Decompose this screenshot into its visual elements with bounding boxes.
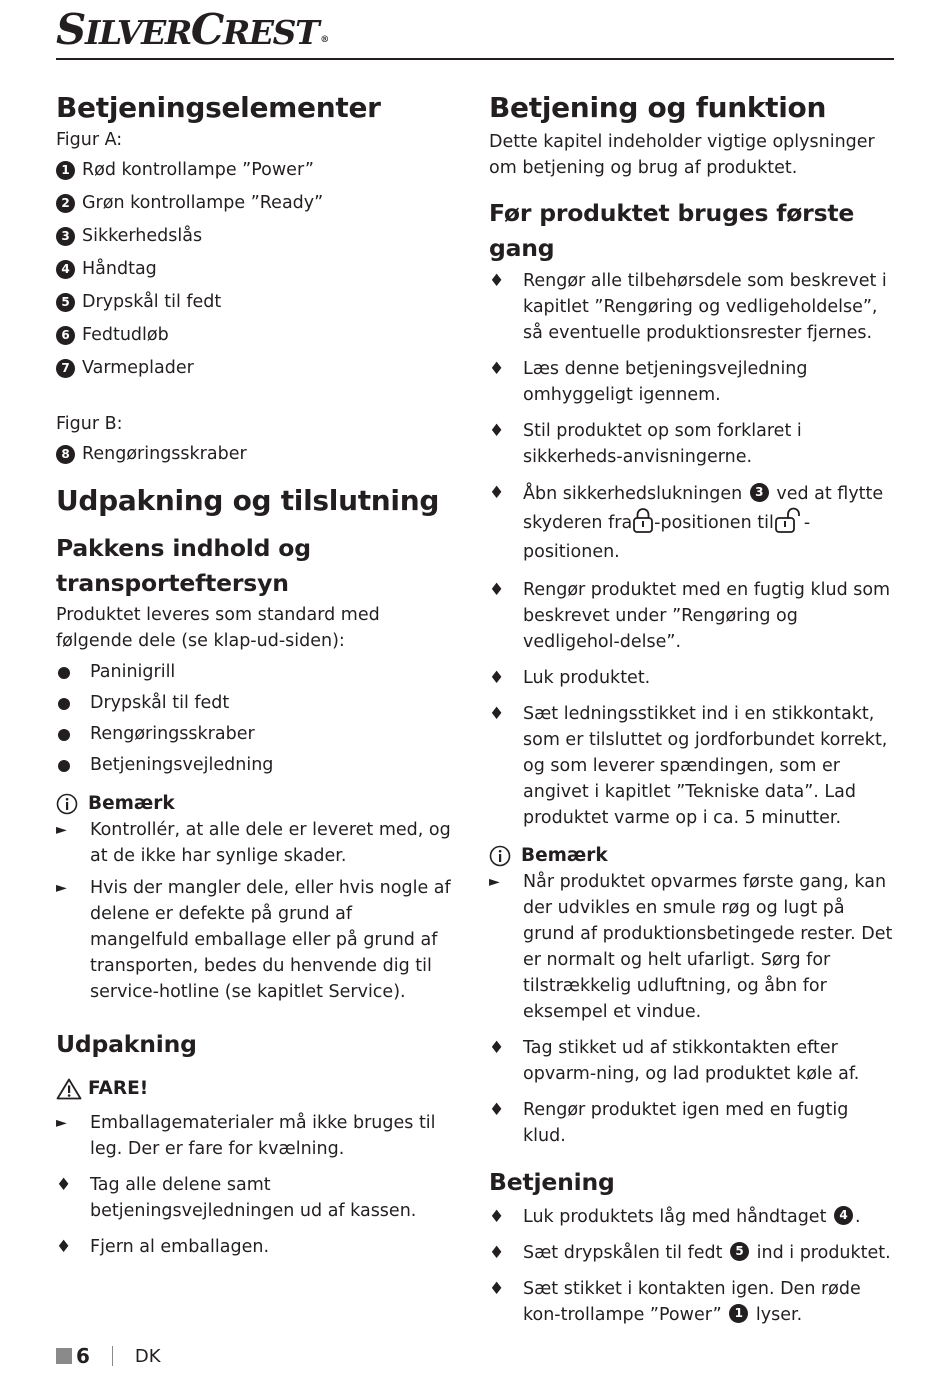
diamond-bullet-icon: ♦	[489, 1207, 505, 1227]
text-fragment: lyser.	[755, 1305, 803, 1325]
list-item	[489, 1097, 894, 1149]
list-item	[489, 869, 894, 1025]
figure-a-list	[56, 154, 454, 385]
subsection-title-before-first-use: Før produktet bruges første gang	[489, 199, 855, 262]
list-item	[56, 750, 454, 781]
figure-a-label: Figur A:	[56, 130, 123, 150]
text-fragment: Sæt drypskålen til fedt	[523, 1243, 723, 1263]
arrow-bullet-icon: ►	[56, 1115, 67, 1131]
first-use-steps	[489, 268, 894, 831]
list-item	[56, 438, 454, 471]
list-item-text: Stil produktet op som forklaret i sikkerheds-anvisningerne.	[523, 421, 802, 467]
subsection-title-operation: Betjening	[489, 1168, 615, 1196]
list-item	[56, 286, 454, 319]
list-item	[489, 665, 894, 691]
number-4-icon: 4	[834, 1206, 853, 1225]
list-item	[56, 154, 454, 187]
right-column	[489, 88, 894, 1328]
number-5-icon: 5	[730, 1242, 749, 1261]
list-item-text: Tag stikket ud af stikkontakten efter opvarm-ning, og lad produktet køle af.	[523, 1038, 860, 1084]
figure-b-list	[56, 438, 454, 471]
list-item-text: Paninigrill	[90, 662, 176, 682]
after-heat-steps	[489, 1035, 894, 1149]
info-icon	[56, 793, 82, 815]
list-item-text: Hvis der mangler dele, eller hvis nogle af delene er defekte på grund af mangelfuld emballage eller på grund af transporten, bedes du henvende dig til service-hotline (se kapitlet Service).	[90, 878, 451, 1002]
list-item	[489, 480, 894, 567]
number-5-icon: 5	[56, 293, 75, 312]
section-title-controls: Betjeningselementer	[56, 91, 381, 124]
text-fragment: ved at flytte skyderen fra	[523, 484, 884, 533]
list-item	[56, 253, 454, 286]
list-item-text	[523, 1276, 894, 1328]
list-item-text: Sikkerhedslås	[82, 226, 203, 246]
bullet-icon	[58, 760, 70, 772]
list-item-text	[523, 1240, 891, 1266]
text-fragment: -positionen til	[654, 513, 774, 533]
number-4-icon: 4	[56, 260, 75, 279]
text-fragment: Luk produktets låg med håndtaget	[523, 1207, 827, 1227]
list-item-text: Varmeplader	[82, 358, 194, 378]
note-title: Bemærk	[88, 793, 175, 814]
number-3-icon: 3	[56, 227, 75, 246]
list-item-text: Fjern al emballagen.	[90, 1237, 270, 1257]
list-item	[56, 187, 454, 220]
diamond-bullet-icon: ♦	[489, 1279, 505, 1299]
number-2-icon: 2	[56, 194, 75, 213]
list-item-text: Drypskål til fedt	[90, 693, 230, 713]
text-fragment: .	[855, 1207, 861, 1227]
diamond-bullet-icon: ♦	[489, 359, 505, 379]
list-item	[56, 352, 454, 385]
diamond-bullet-icon: ♦	[489, 1100, 505, 1120]
unpack-steps	[56, 1172, 454, 1260]
list-item	[56, 220, 454, 253]
diamond-bullet-icon: ♦	[56, 1237, 72, 1257]
figure-b-label: Figur B:	[56, 414, 123, 434]
number-6-icon: 6	[56, 326, 75, 345]
note-list	[56, 817, 454, 1005]
note-heading	[56, 791, 454, 817]
operation-steps	[489, 1204, 894, 1328]
number-8-icon: 8	[56, 445, 75, 464]
list-item	[489, 418, 894, 470]
danger-heading	[56, 1076, 454, 1102]
list-item	[56, 1234, 454, 1260]
list-item	[56, 817, 454, 869]
language-code: DK	[134, 1345, 161, 1367]
note-title: Bemærk	[521, 845, 608, 866]
list-item	[489, 1204, 894, 1230]
list-item	[489, 268, 894, 346]
operation-intro: Dette kapitel indeholder vigtige oplysninger om betjening og brug af produktet.	[489, 132, 875, 178]
contents-intro: Produktet leveres som standard med følgende dele (se klap-ud-siden):	[56, 605, 380, 651]
list-item-text: Når produktet opvarmes første gang, kan der udvikles en smule røg og lugt på grund af produktionsbetingede rester. Det er normalt og helt ufarligt. Sørg for tilstrækkelig udluftning, og åbn for eksempel et vindue.	[523, 872, 893, 1022]
list-item	[489, 701, 894, 831]
arrow-bullet-icon: ►	[489, 874, 500, 890]
bullet-icon	[58, 698, 70, 710]
list-item	[489, 1035, 894, 1087]
page-header	[56, 4, 894, 60]
list-item	[489, 1276, 894, 1328]
lock-closed-icon	[632, 507, 654, 533]
list-item	[489, 356, 894, 408]
list-item-text: Emballagematerialer må ikke bruges til leg. Der er fare for kvælning.	[90, 1113, 436, 1159]
diamond-bullet-icon: ♦	[489, 704, 505, 724]
diamond-bullet-icon: ♦	[489, 421, 505, 441]
subsection-title-unpacking: Udpakning	[56, 1030, 197, 1058]
list-item	[56, 1172, 454, 1224]
list-item	[56, 875, 454, 1005]
number-7-icon: 7	[56, 359, 75, 378]
list-item	[489, 1240, 894, 1266]
list-item-text: Kontrollér, at alle dele er leveret med, og at de ikke har synlige skader.	[90, 820, 451, 866]
list-item-text: Betjeningsvejledning	[90, 755, 274, 775]
page-marker-icon	[56, 1348, 72, 1364]
list-item-text: Sæt ledningsstikket ind i en stikkontakt, som er tilsluttet og jordforbundet korrekt, og som leverer spændingen, som er angivet i kapitlet ”Tekniske data”. Lad produktet varme op i ca. 5 minutter.	[523, 704, 888, 828]
list-item-text: Rengør produktet med en fugtig klud som beskrevet under ”Rengøring og vedligehol-delse”.	[523, 580, 891, 652]
diamond-bullet-icon: ♦	[56, 1175, 72, 1195]
bullet-icon	[58, 729, 70, 741]
list-item-text: Rengør alle tilbehørsdele som beskrevet i kapitlet ”Rengøring og vedligeholdelse”, så eventuelle produktionsrester fjernes.	[523, 271, 887, 343]
list-item-text: Rengøringsskraber	[90, 724, 255, 744]
list-item-text: Læs denne betjeningsvejledning omhyggeligt igennem.	[523, 359, 808, 405]
list-item-text: Håndtag	[82, 259, 157, 279]
silvercrest-logo: SILVERCREST ®	[56, 5, 328, 54]
list-item-text: Drypskål til fedt	[82, 292, 222, 312]
list-item-text: Rød kontrollampe ”Power”	[82, 160, 314, 180]
danger-list	[56, 1110, 454, 1162]
danger-title: FARE!	[88, 1078, 149, 1099]
list-item-text: Rengøringsskraber	[82, 444, 247, 464]
list-item	[56, 688, 454, 719]
list-item	[489, 577, 894, 655]
arrow-bullet-icon: ►	[56, 822, 67, 838]
arrow-bullet-icon: ►	[56, 880, 67, 896]
contents-list	[56, 657, 454, 781]
diamond-bullet-icon: ♦	[489, 1243, 505, 1263]
list-item-text	[523, 480, 894, 567]
number-3-icon: 3	[750, 483, 769, 502]
list-item-text: Fedtudløb	[82, 325, 169, 345]
text-fragment: ind i produktet.	[756, 1243, 891, 1263]
text-fragment: -positionen.	[523, 513, 811, 562]
page-number: 6	[76, 1344, 90, 1368]
info-icon	[489, 845, 515, 867]
left-column	[56, 88, 454, 1260]
list-item-text: Luk produktet.	[523, 668, 651, 688]
diamond-bullet-icon: ♦	[489, 483, 505, 503]
list-item-text: Rengør produktet igen med en fugtig klud.	[523, 1100, 849, 1146]
footer-divider	[112, 1346, 113, 1366]
text-fragment: Sæt stikket i kontakten igen. Den røde kon-trollampe ”Power”	[523, 1279, 861, 1325]
lock-open-icon	[774, 507, 804, 533]
list-item-text: Tag alle delene samt betjeningsvejledningen ud af kassen.	[90, 1175, 417, 1221]
note-list	[489, 869, 894, 1025]
text-fragment: Åbn sikkerhedslukningen	[523, 484, 743, 504]
list-item	[56, 719, 454, 750]
number-1-icon: 1	[729, 1304, 748, 1323]
note-heading	[489, 843, 894, 869]
list-item	[56, 1110, 454, 1162]
diamond-bullet-icon: ♦	[489, 1038, 505, 1058]
list-item	[56, 657, 454, 688]
number-1-icon: 1	[56, 161, 75, 180]
list-item-text	[523, 1204, 861, 1230]
bullet-icon	[58, 667, 70, 679]
section-title-operation-function: Betjening og funktion	[489, 91, 827, 124]
section-title-unpacking-connection: Udpakning og tilslutning	[56, 484, 440, 517]
list-item-text: Grøn kontrollampe ”Ready”	[82, 193, 324, 213]
diamond-bullet-icon: ♦	[489, 668, 505, 688]
subsection-title-package-contents: Pakkens indhold og transporteftersyn	[56, 534, 311, 597]
page-footer	[56, 1343, 161, 1369]
list-item	[56, 319, 454, 352]
diamond-bullet-icon: ♦	[489, 271, 505, 291]
warning-icon	[56, 1078, 82, 1100]
diamond-bullet-icon: ♦	[489, 580, 505, 600]
